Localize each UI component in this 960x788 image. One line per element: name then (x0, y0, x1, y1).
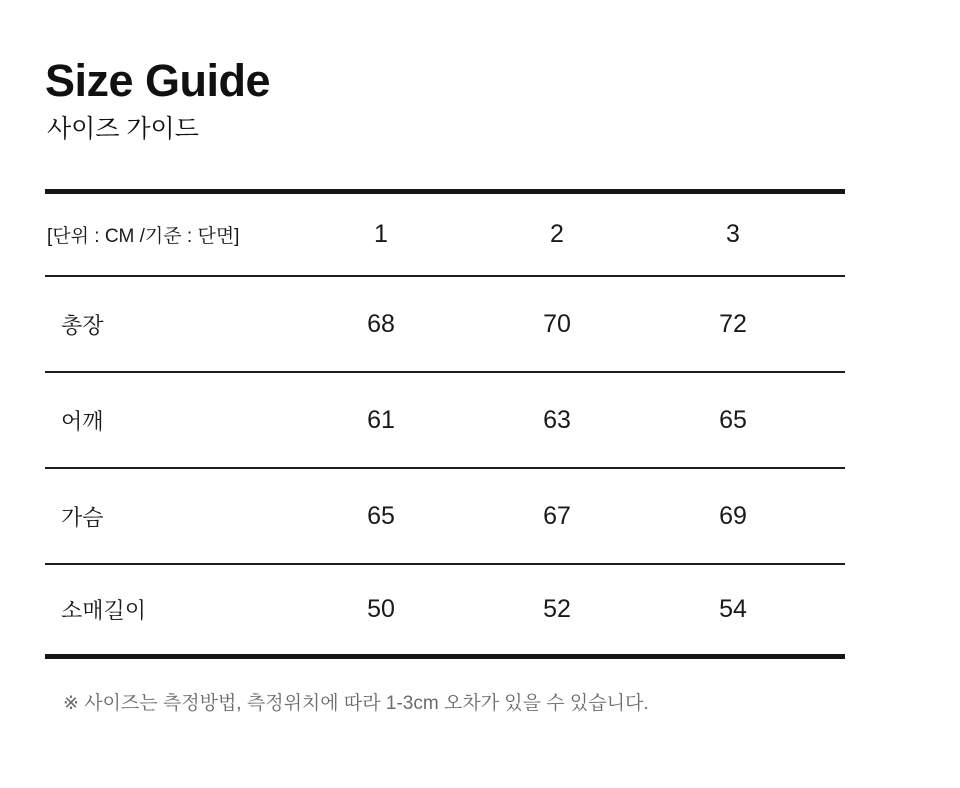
cell-value: 68 (367, 309, 395, 338)
row-label: 총장 (61, 312, 104, 338)
column-header-size-1: 1 (293, 191, 469, 276)
cell-value: 65 (719, 405, 747, 434)
cell-value: 61 (367, 405, 395, 434)
cell-value: 70 (543, 309, 571, 338)
cell-value: 65 (367, 501, 395, 530)
size-table-body (45, 276, 845, 656)
table-row-sleeve-length (45, 564, 845, 656)
size-tolerance-note: ※ 사이즈는 측정방법, 측정위치에 따라 1-3cm 오차가 있을 수 있습니다. (63, 692, 649, 714)
page-title: Size Guide (45, 55, 271, 106)
cell-value: 63 (543, 405, 571, 434)
column-header-size-3: 3 (645, 191, 845, 276)
row-label: 어깨 (61, 408, 104, 434)
header-row (45, 191, 845, 276)
row-label: 소매길이 (61, 597, 147, 623)
row-label: 가슴 (61, 504, 104, 530)
cell-value: 72 (719, 309, 747, 338)
cell-value: 67 (543, 501, 571, 530)
cell-value: 50 (367, 594, 395, 623)
page-subtitle: 사이즈 가이드 (47, 115, 199, 143)
table-row-chest (45, 468, 845, 564)
table-row-shoulder (45, 372, 845, 468)
cell-value: 54 (719, 594, 747, 623)
column-header-size-2: 2 (469, 191, 645, 276)
cell-value: 52 (543, 594, 571, 623)
size-guide-table (45, 189, 845, 659)
size-table-header (45, 191, 845, 276)
table-row-total-length (45, 276, 845, 372)
cell-value: 69 (719, 501, 747, 530)
unit-label: [단위 : CM /기준 : 단면] (45, 191, 293, 276)
